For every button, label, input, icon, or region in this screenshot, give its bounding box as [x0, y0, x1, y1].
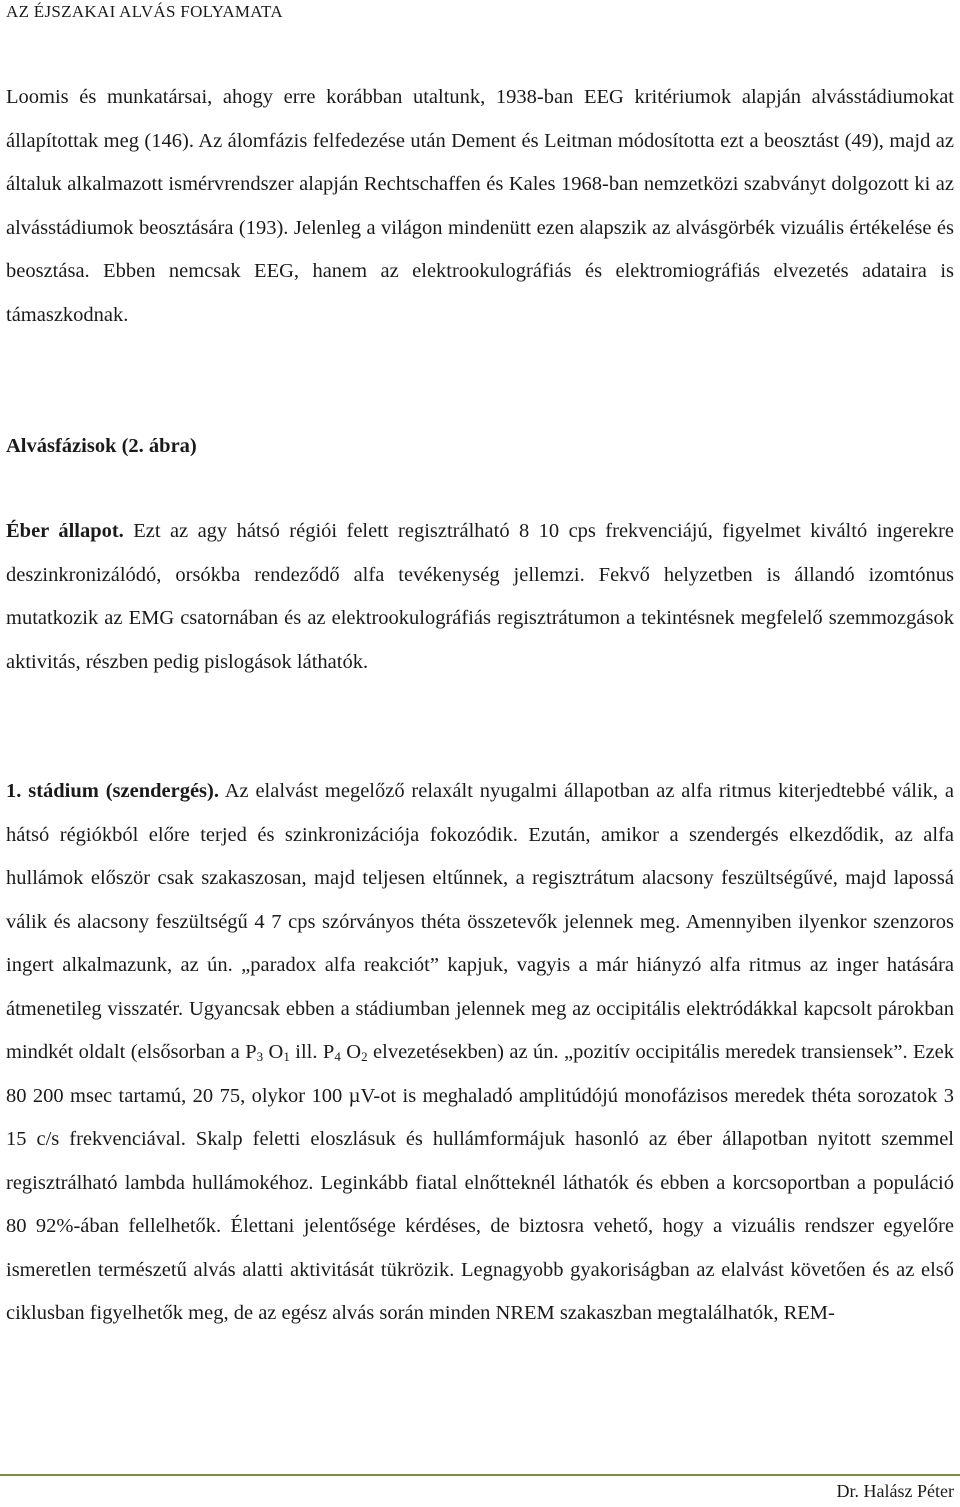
phases-heading: Alvásfázisok (2. ábra): [6, 435, 197, 457]
intro-paragraph: Loomis és munkatársai, ahogy erre korábban utaltunk, 1938-ban EEG kritériumok alapján alvásstádiumokat állapítottak meg (146). Az álomfázis felfedezése után Dement és Leitman módosította ezt a beosztást (49), majd az általuk alkalmazott ismérvrendszer alapján Rechtschaffen és Kales 1968-ban nemzetközi szabványt dolgozott ki az alvásstádiumok beosztására (193). Jelenleg a világon mindenütt ezen alapszik az alvásgörbék vizuális értékelése és beosztása. Ebben nemcsak EEG, hanem az elektrookulográfiás és elektromiográfiás elvezetés adataira is támaszkodnak.: [6, 86, 954, 326]
footer-author: Dr. Halász Péter: [836, 1481, 954, 1501]
stage1-paragraph: [6, 770, 954, 1336]
subscript: 1: [283, 1049, 290, 1064]
stage1-text-b: elvezetésekben) az ún. „pozitív occipitális meredek transiensek”. Ezek 80 200 msec tartamú, 20 75, olykor 100 µV-ot is meghaladó amplitúdójú monofázisos meredek théta sorozatok 3 15 c/s frekvenciával. Skalp feletti eloszlásuk és hullámformájuk hasonló az éber állapotban nyitott szemmel regisztrálható lambda hullámokéhoz. Leginkább fiatal elnőtteknél láthatók és ebben a korcsoportban a populáció 80 92%-ában fellelhetők. Élettani jelentősége kérdéses, de biztosra vehető, hogy a vizuális rendszer egyelőre ismeretlen természetű alvás alatti aktivitását tükrözik. Legnagyobb gyakoriságban az elalvást követően és az első ciklusban figyelhetők meg, de az egész alvás során minden NREM szakaszban megtalálhatók, REM-: [6, 1041, 955, 1324]
awake-label: Éber állapot.: [6, 520, 124, 542]
stage1-label: 1. stádium (szendergés).: [6, 780, 219, 802]
subscript: 3: [256, 1049, 264, 1064]
stage1-mid: ill. P: [289, 1041, 335, 1063]
subscript: 2: [361, 1049, 368, 1064]
stage1-text-a: Az elalvást megelőző relaxált nyugalmi állapotban az alfa ritmus kiterjedtebbé válik, a hátsó régiókból előre terjed és szinkronizációja fokozódik. Ezután, amikor a szendergés elkezdődik, az alfa hullámok először csak szakaszosan, majd teljesen eltűnnek, a regisztrátum alacsony feszültségűvé, majd lapossá válik és alacsony feszültségű 4 7 cps szórványos théta összetevők jelennek meg. Amennyiben ilyenkor szenzoros ingert alkalmazunk, az ún. „paradox alfa reakciót” kapjuk, vagyis a már hiányzó alfa ritmus az inger hatására átmenetileg visszatér. Ugyancsak ebben a stádiumban jelennek meg az occipitális elektródákkal kapcsolt párokban mindkét oldalt (elsősorban a P: [6, 780, 954, 1063]
stage1-mid: O: [340, 1041, 362, 1063]
awake-text: Ezt az agy hátsó régiói felett regisztrálható 8 10 cps frekvenciájú, figyelmet kiváltó ingerekre deszinkronizálódó, orsókba rendeződő alfa tevékenység jellemzi. Fekvő helyzetben is állandó izomtónus mutatkozik az EMG csatornában és az elektrookulográfiás regisztrátumon a tekintésnek megfelelő szemmozgások aktivitás, részben pedig pislogások láthatók.: [6, 520, 954, 673]
awake-paragraph: [6, 510, 954, 684]
section-title: AZ ÉJSZAKAI ALVÁS FOLYAMATA: [6, 2, 283, 21]
footer-rule: [0, 1474, 960, 1476]
subscript: 4: [334, 1049, 341, 1064]
stage1-mid: O: [263, 1041, 284, 1063]
